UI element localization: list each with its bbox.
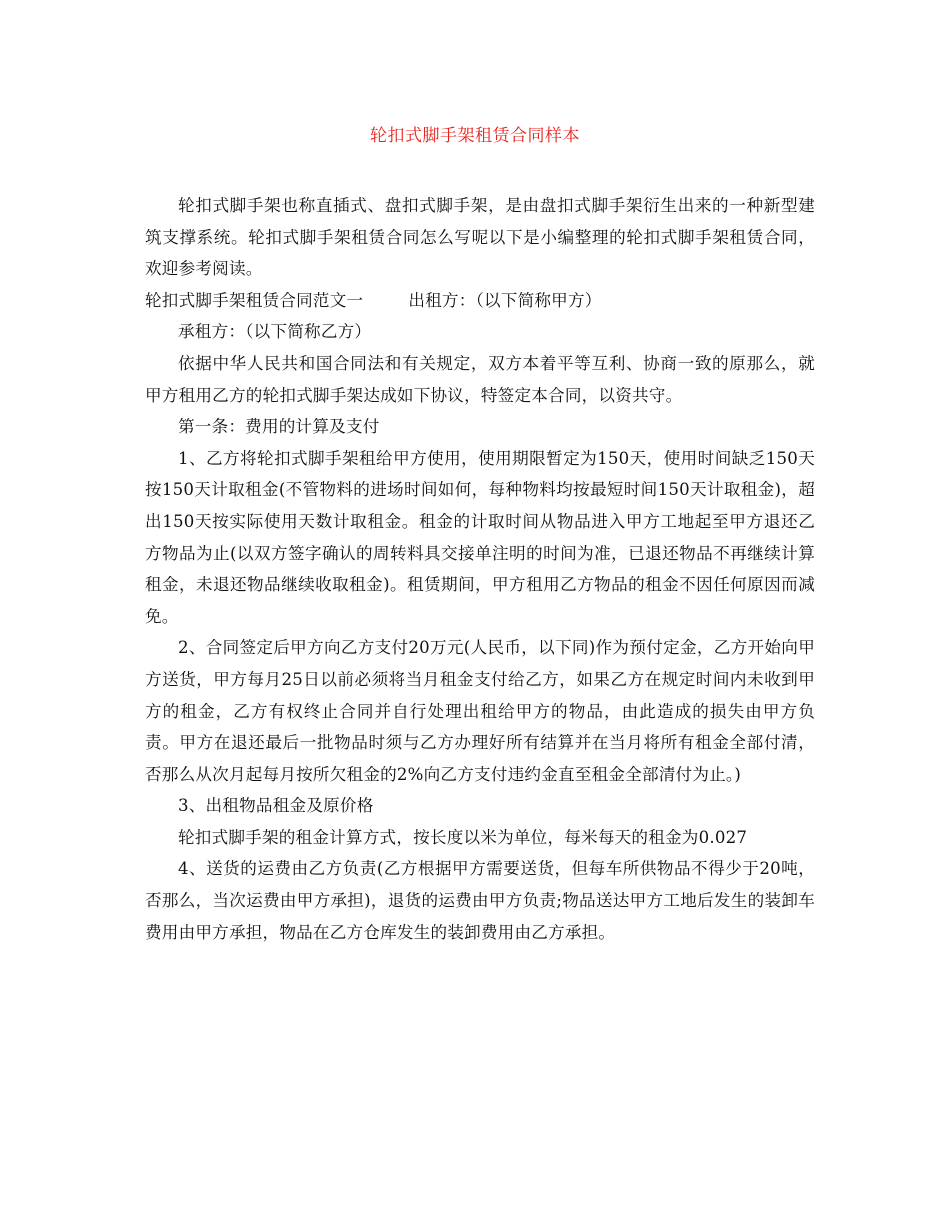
clause-3-heading: 3、出租物品租金及原价格 xyxy=(178,796,374,816)
example-heading-line xyxy=(145,285,815,317)
clause-4-paragraph: 4、送货的运费由乙方负责(乙方根据甲方需要送货，但每车所供物品不得少于20吨，否那么，当次运费由甲方承担)，退货的运费由甲方负责;物品送达甲方工地后发生的装卸车费用由甲方承担，物品在乙方仓库发生的装卸费用由乙方承担。 xyxy=(145,859,815,942)
document-title: 轮扣式脚手架租赁合同样本 xyxy=(370,126,580,146)
clause-2-paragraph: 2、合同签定后甲方向乙方支付20万元(人民币，以下同)作为预付定金，乙方开始向甲方送货，甲方每月25日以前必须将当月租金支付给乙方，如果乙方在规定时间内未收到甲方的租金，乙方有权终止合同并自行处理出租给甲方的物品，由此造成的损失由甲方负责。甲方在退还最后一批物品时须与乙方办理好所有结算并在当月将所有租金全部付清，否那么从次月起每月按所欠租金的2%向乙方支付违约金直至租金全部清付为止。) xyxy=(145,638,815,784)
example-heading: 轮扣式脚手架租赁合同范文一 xyxy=(145,290,364,310)
lessor-label: 出租方：（以下简称甲方） xyxy=(408,290,602,310)
clause-1-paragraph: 1、乙方将轮扣式脚手架租给甲方使用，使用期限暂定为150天，使用时间缺乏150天按150天计取租金(不管物料的进场时间如何，每种物料均按最短时间150天计取租金)，超出150天按实际使用天数计取租金。租金的计取时间从物品进入甲方工地起至甲方退还乙方物品为止(以双方签字确认的周转料具交接单注明的时间为准，已退还物品不再继续计算租金，未退还物品继续收取租金)。租赁期间，甲方租用乙方物品的租金不因任何原因而减免。 xyxy=(145,448,815,626)
document-body xyxy=(145,190,815,948)
lessee-label: 承租方：（以下简称乙方） xyxy=(178,322,372,342)
rent-method-paragraph: 轮扣式脚手架的租金计算方式，按长度以米为单位，每米每天的租金为0.027 xyxy=(178,827,748,847)
preamble-paragraph: 依据中华人民共和国合同法和有关规定，双方本着平等互利、协商一致的原那么，就甲方租用乙方的轮扣式脚手架达成如下协议，特签定本合同，以资共守。 xyxy=(145,353,815,405)
intro-paragraph: 轮扣式脚手架也称直插式、盘扣式脚手架，是由盘扣式脚手架衍生出来的一种新型建筑支撑系统。轮扣式脚手架租赁合同怎么写呢以下是小编整理的轮扣式脚手架租赁合同，欢迎参考阅读。 xyxy=(145,196,815,279)
article-1-heading: 第一条：费用的计算及支付 xyxy=(178,417,380,437)
